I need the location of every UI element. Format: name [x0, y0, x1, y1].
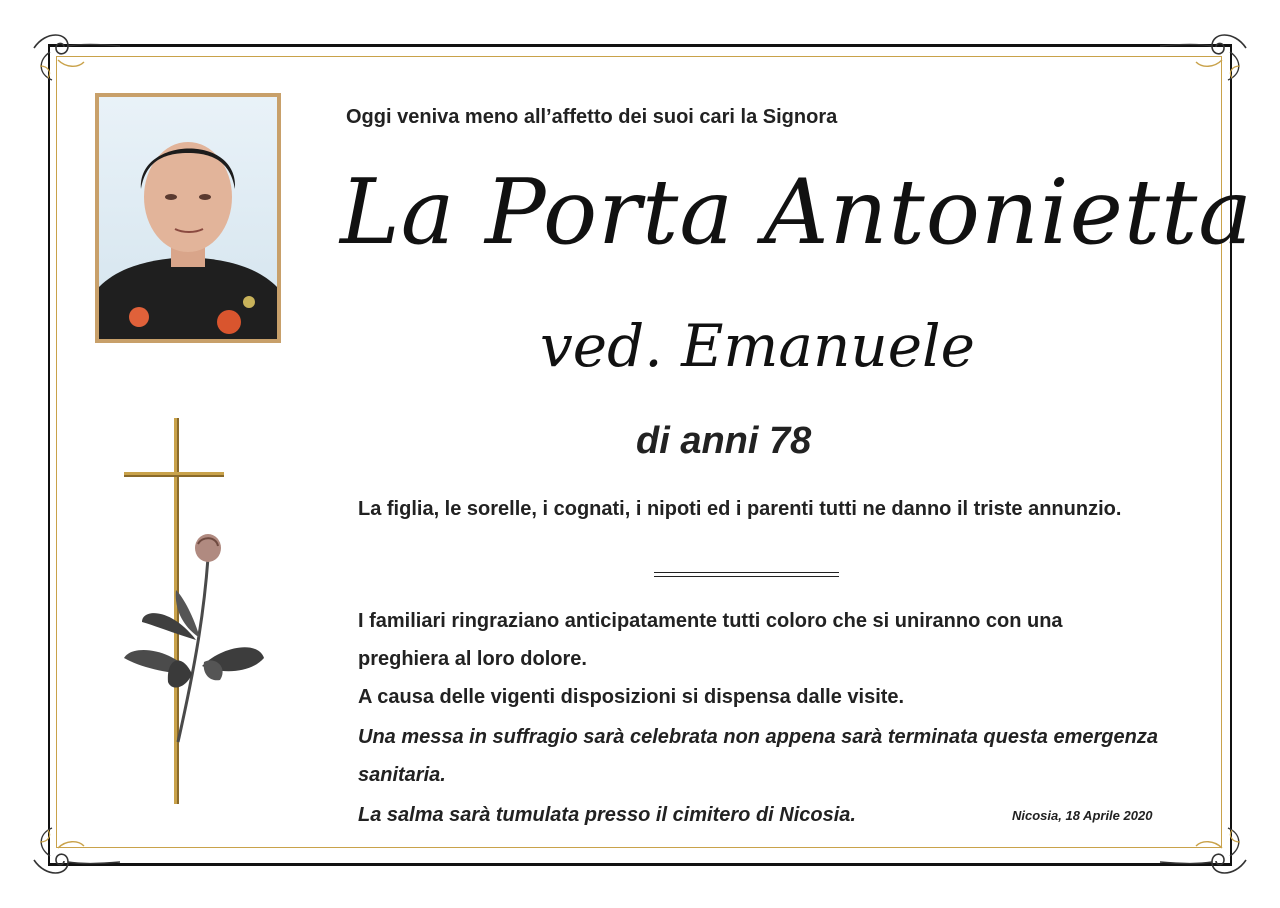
intro-text: Oggi veniva meno all’affetto dei suoi cari la Signora: [346, 106, 838, 128]
portrait-illustration: [99, 97, 277, 339]
place-date: Nicosia, 18 Aprile 2020: [1012, 808, 1153, 823]
corner-ornament-icon: [28, 26, 124, 86]
mass-text: Una messa in suffragio sarà celebrata non appena sarà terminata questa emergenza sanitaria.: [358, 726, 1158, 786]
rose-icon: [124, 534, 264, 742]
widow-of-name: ved. Emanuele: [540, 312, 975, 380]
deceased-name: La Porta Antonietta: [340, 160, 1253, 265]
portrait-photo: [95, 93, 281, 343]
cross-icon: [124, 418, 224, 804]
age-text: di anni 78: [636, 420, 812, 462]
visits-text: A causa delle vigenti disposizioni si dispensa dalle visite.: [358, 686, 905, 708]
divider: [654, 572, 839, 577]
corner-ornament-icon: [1156, 26, 1252, 86]
cross-with-rose: [112, 412, 282, 812]
announcement-text: La figlia, le sorelle, i cognati, i nipoti ed i parenti tutti ne danno il triste annunzio.: [358, 498, 1122, 520]
corner-ornament-icon: [28, 822, 124, 882]
corner-ornament-icon: [1156, 822, 1252, 882]
burial-text: La salma sarà tumulata presso il cimitero di Nicosia.: [358, 804, 856, 826]
thanks-text: I familiari ringraziano anticipatamente tutti coloro che si uniranno con una preghiera al loro dolore.: [358, 610, 1063, 670]
